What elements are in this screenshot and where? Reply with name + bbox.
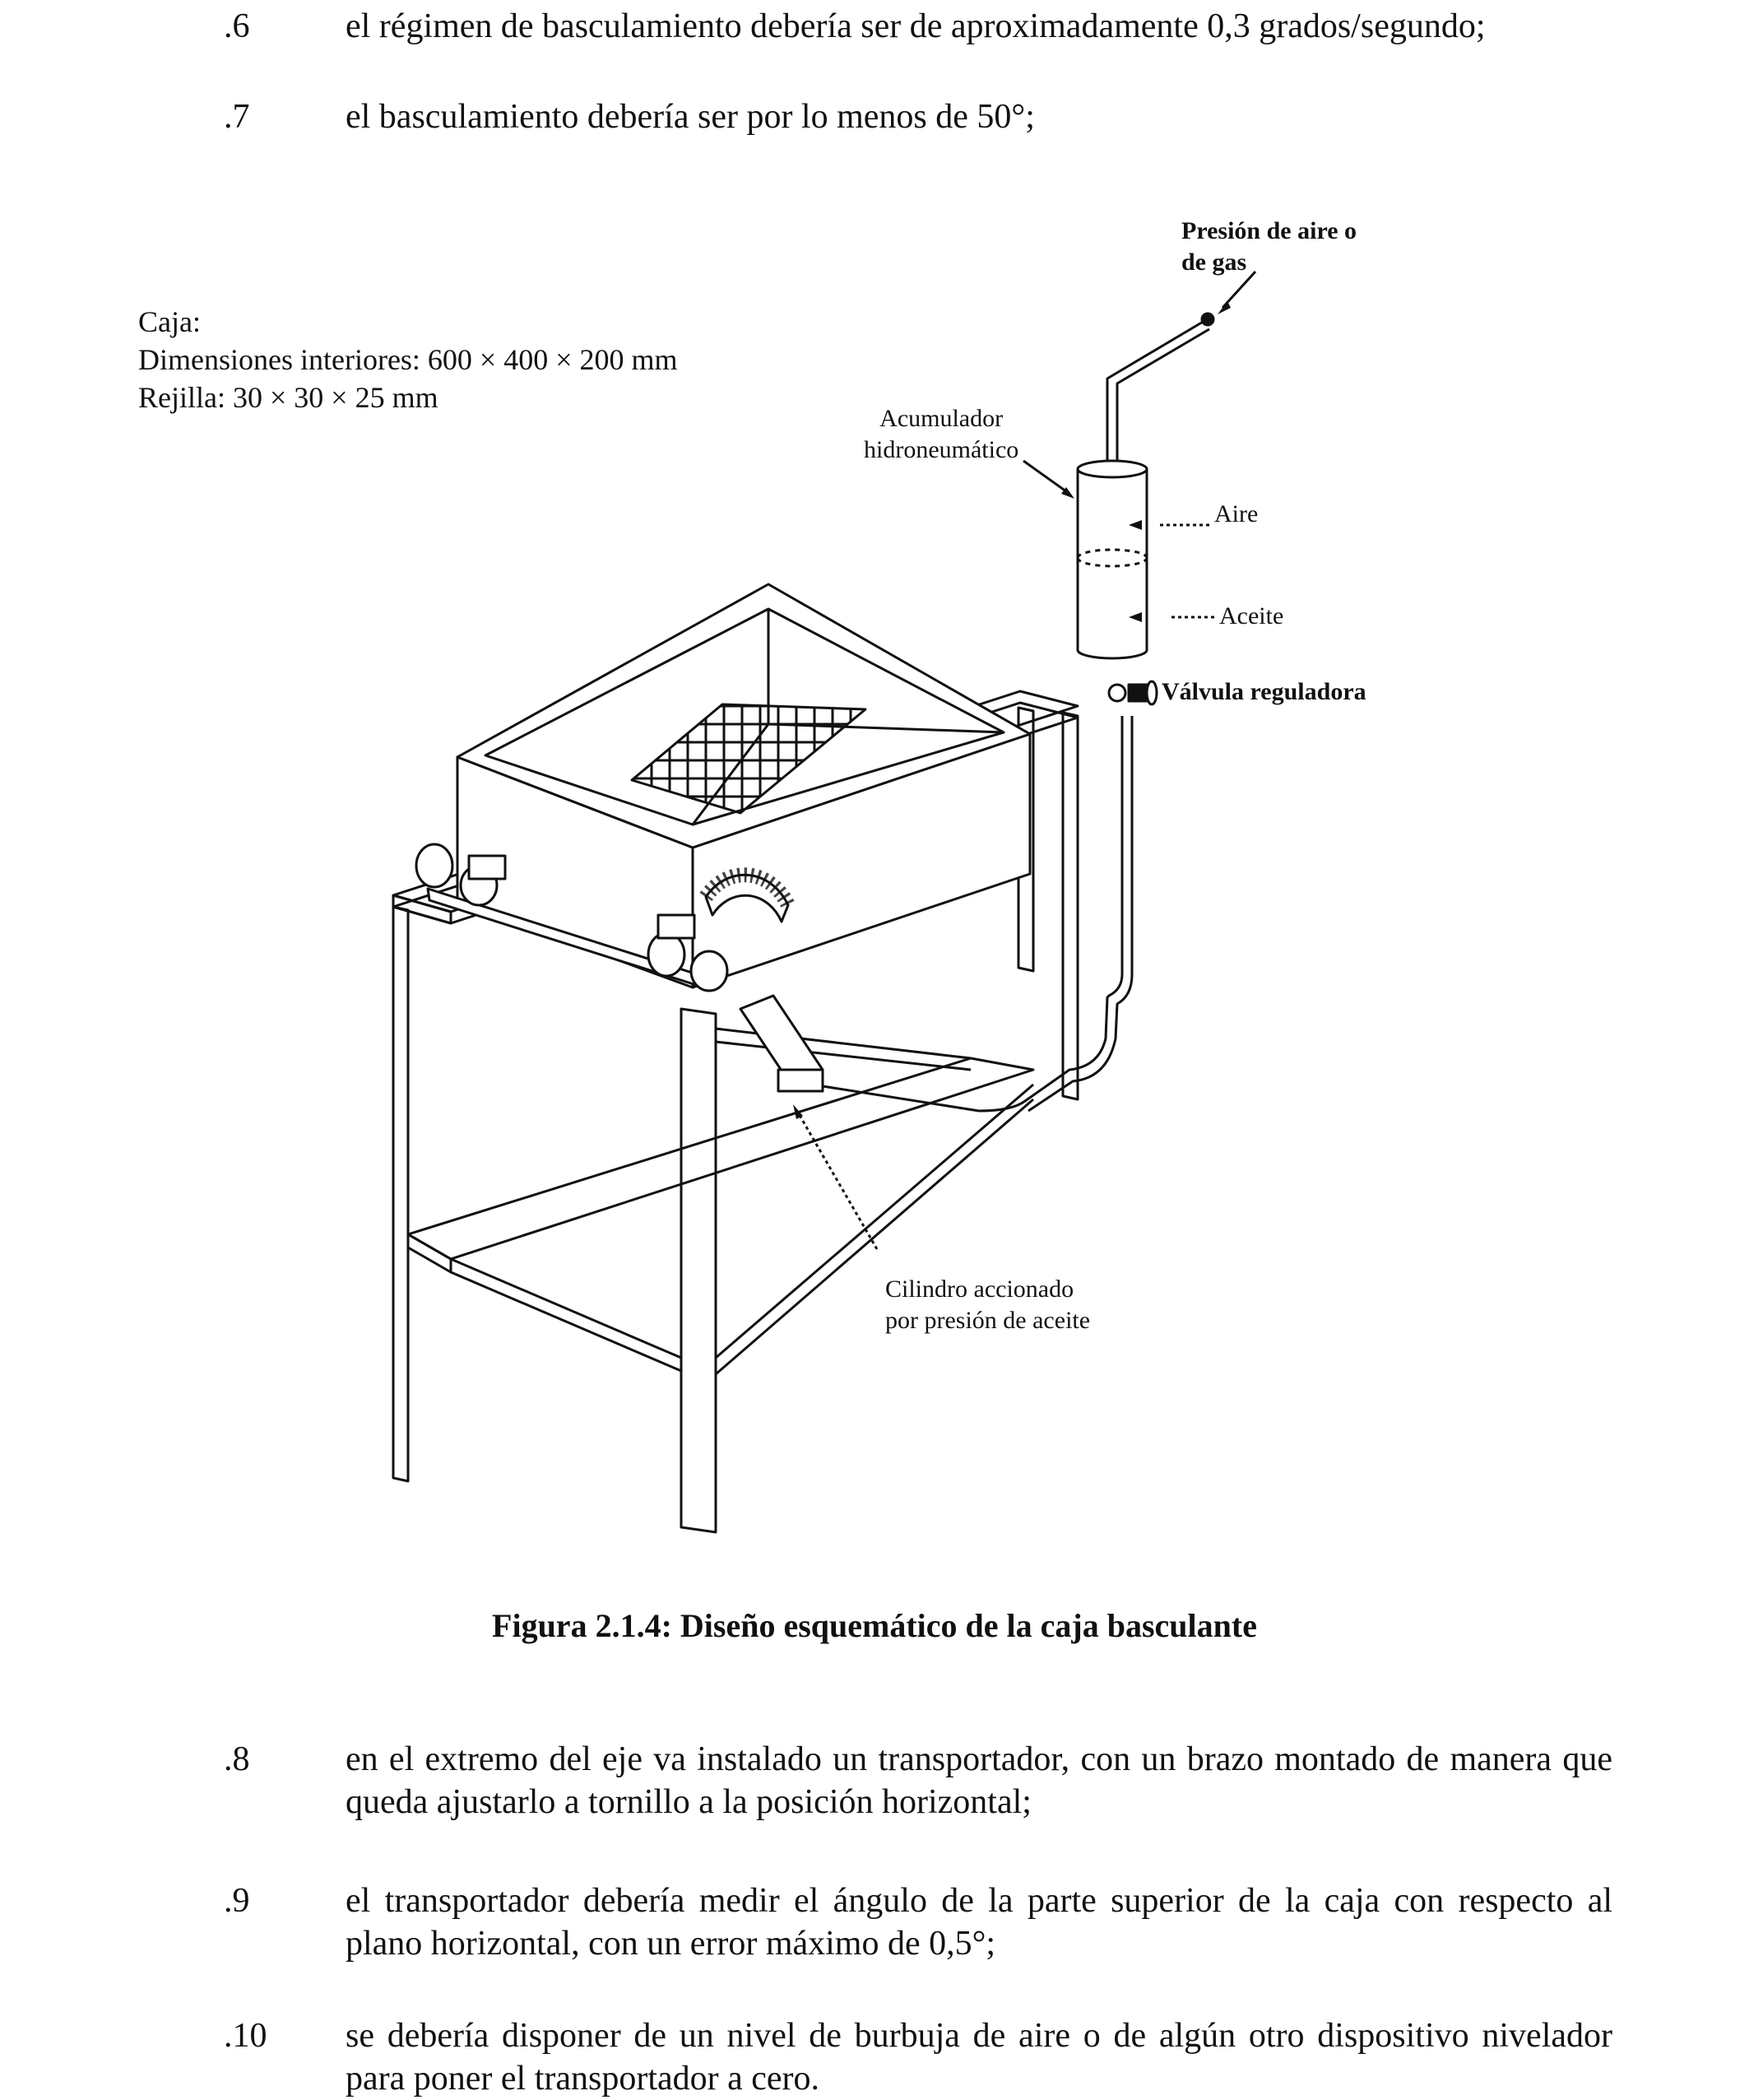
item-number: .8 [224,1740,250,1778]
item-text: el transportador debería medir el ángulo de la parte superior de la caja con respecto al plano horizontal, con un error máximo de 0,5°; [346,1882,1612,1963]
label-accumulator-line1: Acumulador [879,405,1004,432]
figure-caption: Figura 2.1.4: Diseño esquemático de la caja basculante [492,1607,1257,1644]
spec-grid: Rejilla: 30 × 30 × 25 mm [138,381,438,414]
item-text: el régimen de basculamiento debería ser de aproximadamente 0,3 grados/segundo; [346,7,1486,45]
label-pressure-line2: de gas [1181,249,1247,276]
label-accumulator-line2: hidroneumático [864,436,1019,463]
air-pipe [1107,321,1204,467]
item-number: .6 [224,7,250,45]
spec-title: Caja: [138,305,201,338]
label-cylinder [885,1274,1090,1336]
item-text: en el extremo del eje va instalado un transportador, con un brazo montado de manera que queda ajustarlo a tornillo a la posición horizontal; [346,1740,1612,1821]
spec-dimensions: Dimensiones interiores: 600 × 400 × 200 mm [138,343,678,376]
item-number: .10 [224,2017,267,2055]
label-cylinder-line1: Cilindro accionado [885,1275,1074,1303]
label-pressure [1181,216,1357,278]
label-accumulator [864,403,1018,466]
label-oil: Aceite [1219,602,1284,630]
item-text: el basculamiento debería ser por lo menos de 50°; [346,98,1035,136]
frame-bottom [408,1058,1033,1259]
accumulator [1078,461,1147,658]
box-specification [138,303,678,416]
label-cylinder-line2: por presión de aceite [885,1307,1091,1334]
label-air: Aire [1214,500,1259,527]
label-valve: Válvula reguladora [1162,678,1366,705]
item-number: .7 [224,98,250,136]
item-number: .9 [224,1882,250,1920]
label-pressure-line1: Presión de aire o [1181,217,1357,244]
regulating-valve [1109,681,1157,704]
item-text: se debería disponer de un nivel de burbuja de aire o de algún otro dispositivo nivelador para poner el transportador a cero. [346,2017,1612,2098]
